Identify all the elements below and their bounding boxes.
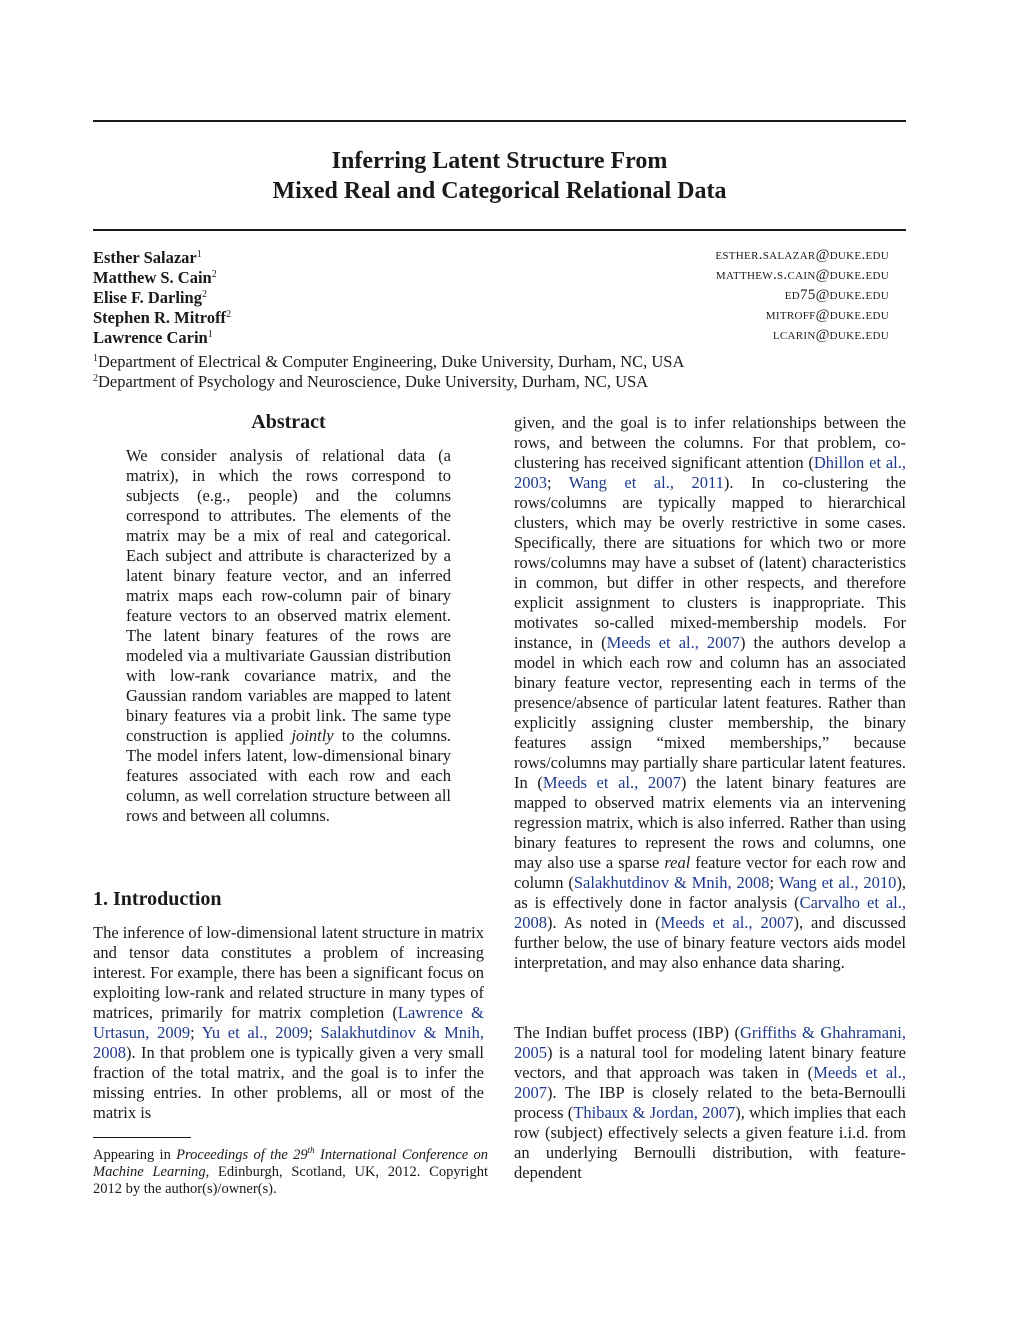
author-name: Stephen R. Mitroff$^2$ [93, 308, 232, 327]
author-email[interactable]: mitroff@duke.edu [765, 307, 889, 323]
citation-link[interactable]: Salakhutdinov & Mnih, 2008 [93, 1023, 484, 1062]
citation-link[interactable]: Wang et al., 2011 [568, 473, 724, 492]
right-column-paragraph: The Indian buffet process (IBP) (Griffiths & Ghahramani, 2005) is a natural tool for modeling latent binary feature vectors, and that approach was taken in (Meeds et al., 2007). The IBP is closely related to the beta-Bernoulli process (Thibaux & Jordan, 2007), which implies that each row (subject) effectively selects a given feature i.i.d. from an underlying Bernoulli distribution, with feature-dependent [514, 1023, 906, 1182]
right-column-paragraph: given, and the goal is to infer relationships between the rows, and between the columns. For that problem, co-clustering has received significant attention (Dhillon et al., 2003; Wang et al., 2011). In co-clustering the rows/columns are typically mapped to hierarchical clusters, which may be overly restrictive in some cases. Specifically, there are situations for which two or more rows/columns may have a subset of (latent) characteristics in common, but differ in other respects, and therefore explicit assignment to clusters is inappropriate. This motivates so-called mixed-membership models. For instance, in (Meeds et al., 2007) the authors develop a model in which each row and column has an associated binary feature vector, representing each in terms of the presence/absence of particular latent features. Rather than explicitly assigning cluster membership, the binary features assign “mixed memberships,” because rows/columns may partially share particular latent features. In (Meeds et al., 2007) the latent binary features are mapped to observed matrix elements via an intervening regression matrix, which is also inferred. Rather than using binary features to represent the rows and columns, one may also use a sparse real feature vector for each row and column (Salakhutdinov & Mnih, 2008; Wang et al., 2010), as is effectively done in factor analysis (Carvalho et al., 2008). As noted in (Meeds et al., 2007), and discussed further below, the use of binary feature vectors aids model interpretation, and may also enhance data sharing. [514, 413, 907, 972]
citation-link[interactable]: Yu et al., 2009 [201, 1023, 309, 1042]
citation-link[interactable]: Wang et al., 2010 [778, 873, 897, 892]
emphasis: real [664, 853, 691, 872]
citation-link[interactable]: Dhillon et al., 2003 [514, 453, 907, 492]
section-heading-introduction: 1. Introduction [93, 888, 222, 910]
emphasis: jointly [291, 726, 334, 745]
author-row [93, 325, 889, 345]
paper-title-line-1: Inferring Latent Structure From [331, 148, 668, 174]
citation-link[interactable]: Meeds et al., 2007 [606, 633, 740, 652]
author-name: Lawrence Carin$^1$ [93, 328, 213, 347]
affiliation: $^2$Department of Psychology and Neuroscience, Duke University, Durham, NC, USA [93, 372, 649, 391]
paper-title-line-2: Mixed Real and Categorical Relational Data [272, 178, 727, 204]
author-row [93, 305, 889, 325]
citation-link[interactable]: Salakhutdinov & Mnih, 2008 [573, 873, 770, 892]
citation-link[interactable]: Meeds et al., 2007 [542, 773, 681, 792]
author-email[interactable]: lcarin@duke.edu [772, 327, 889, 343]
abstract-body: We consider analysis of relational data (a matrix), in which the rows correspond to subjects (e.g., people) and the columns correspond to attributes. The elements of the matrix may be a mix of real and categorical. Each subject and attribute is characterized by a latent binary feature vector, and an inferred matrix maps each row-column pair of binary feature vectors to an observed matrix element. The latent binary features of the rows are modeled via a multivariate Gaussian distribution with low-rank covariance matrix, and the Gaussian random variables are mapped to latent binary features via a probit link. The same type construction is applied jointly to the columns. The model infers latent, low-dimensional binary features associated with each row and each column, as well correlation structure between all rows and between all columns. [126, 446, 451, 825]
affiliation: $^1$Department of Electrical & Computer Engineering, Duke University, Durham, NC, USA [93, 352, 685, 371]
title-rule-bottom [93, 229, 906, 231]
title-rule-top [93, 120, 906, 122]
author-row [93, 265, 889, 285]
author-email[interactable]: ed75@duke.edu [784, 287, 889, 303]
author-name: Esther Salazar$^1$ [93, 248, 202, 267]
citation-link[interactable]: Meeds et al., 2007 [660, 913, 794, 932]
author-row [93, 245, 889, 265]
author-name: Matthew S. Cain$^2$ [93, 268, 217, 287]
citation-link[interactable]: Thibaux & Jordan, 2007 [573, 1103, 736, 1122]
abstract-heading: Abstract [251, 411, 326, 433]
citation-link[interactable]: Griffiths & Ghahramani, 2005 [514, 1023, 906, 1062]
citation-link[interactable]: Lawrence & Urtasun, 2009 [93, 1003, 485, 1042]
footnote-rule [93, 1137, 191, 1138]
footnote: Appearing in Proceedings of the 29th International Conference on Machine Learning, Edinburgh, Scotland, UK, 2012. Copyright 2012 by the author(s)/owner(s). [93, 1145, 489, 1197]
citation-link[interactable]: Meeds et al., 2007 [514, 1063, 906, 1102]
author-name: Elise F. Darling$^2$ [93, 288, 207, 307]
author-email[interactable]: esther.salazar@duke.edu [715, 247, 889, 263]
introduction-body: The inference of low-dimensional latent structure in matrix and tensor data constitutes a problem of increasing interest. For example, there has been a significant focus on exploiting low-rank and related structure in many types of matrices, primarily for matrix completion (Lawrence & Urtasun, 2009; Yu et al., 2009; Salakhutdinov & Mnih, 2008). In that problem one is typically given a very small fraction of the total matrix, and the goal is to infer the missing entries. In other problems, all or most of the matrix is [93, 923, 485, 1122]
citation-link[interactable]: Carvalho et al., 2008 [514, 893, 906, 932]
author-row [93, 285, 889, 305]
author-email[interactable]: matthew.s.cain@duke.edu [715, 267, 889, 283]
